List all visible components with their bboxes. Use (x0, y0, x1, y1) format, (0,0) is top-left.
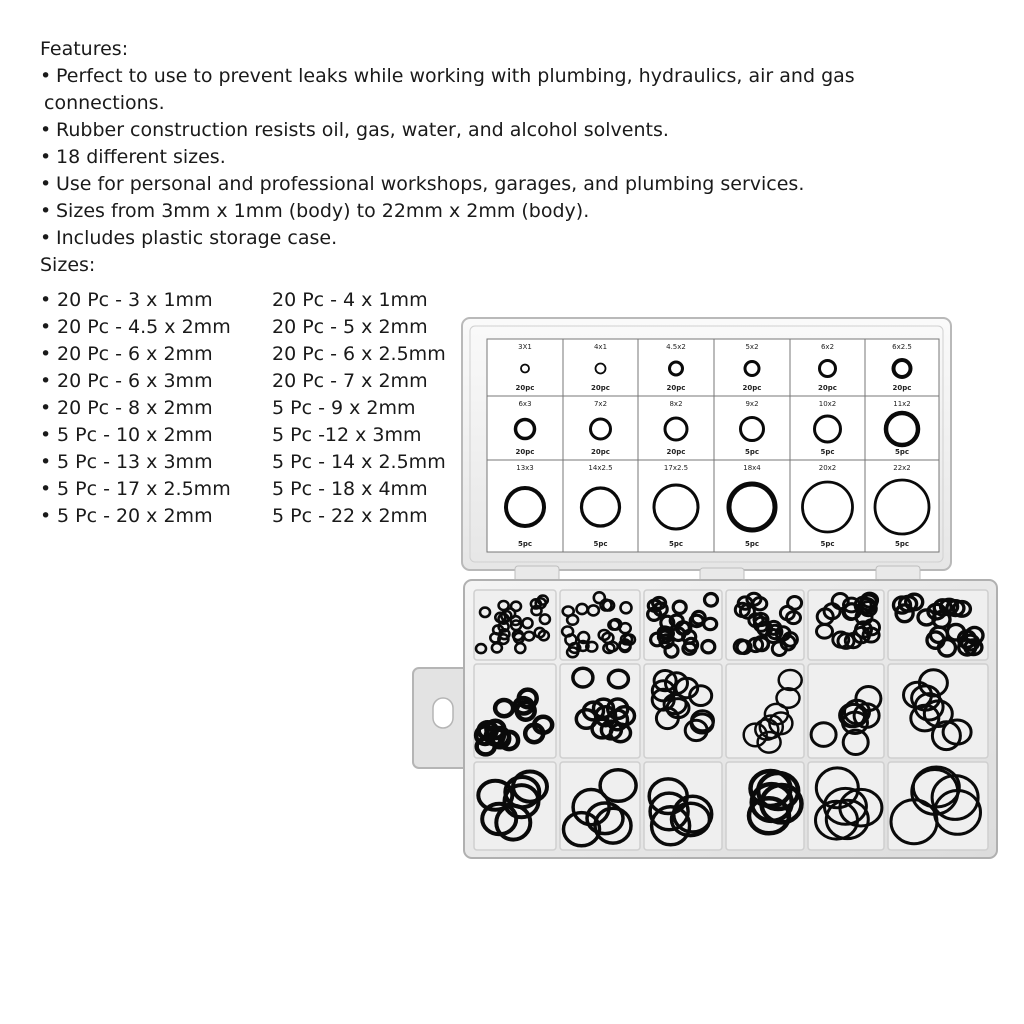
label-qty-text: 5pc (820, 448, 835, 456)
label-qty-text: 5pc (894, 540, 910, 548)
label-size-text: 8x2 (669, 400, 683, 408)
size-row: • 20 Pc - 6 x 3mm 20 Pc - 7 x 2mm (40, 368, 472, 395)
size-entry: 20 Pc - 4.5 x 2mm (57, 316, 231, 338)
case-label-card (487, 339, 939, 552)
size-entry: 20 Pc - 6 x 2mm (57, 343, 213, 365)
product-photo (410, 316, 1000, 862)
features-heading: Features: (40, 38, 129, 60)
size-entry: 5 Pc -12 x 3mm (272, 424, 422, 446)
label-qty-text: 5pc (820, 540, 835, 548)
size-row: • 20 Pc - 4.5 x 2mm 20 Pc - 5 x 2mm (40, 314, 472, 341)
label-size-text: 6x2.5 (892, 343, 912, 351)
features-section (40, 36, 860, 279)
label-size-text: 11x2 (893, 400, 911, 408)
size-entry: 5 Pc - 13 x 3mm (57, 451, 213, 473)
size-entry: 20 Pc - 5 x 2mm (272, 316, 428, 338)
case-base (464, 580, 997, 858)
label-size-text: 20x2 (818, 464, 837, 472)
label-qty-text: 20pc (591, 448, 610, 456)
sizes-heading: Sizes: (40, 254, 96, 276)
size-row: • 5 Pc - 17 x 2.5mm 5 Pc - 18 x 4mm (40, 476, 472, 503)
label-qty-text: 5pc (593, 540, 608, 548)
label-qty-text: 5pc (744, 540, 760, 548)
label-size-text: 5x2 (745, 343, 759, 351)
label-qty-text: 20pc (892, 384, 912, 392)
label-size-text: 6x3 (518, 400, 532, 408)
size-row: • 5 Pc - 10 x 2mm 5 Pc -12 x 3mm (40, 422, 472, 449)
label-qty-text: 5pc (744, 448, 760, 456)
size-row: • 5 Pc - 20 x 2mm 5 Pc - 22 x 2mm (40, 503, 472, 530)
label-size-text: 4.5x2 (666, 343, 686, 351)
label-size-text: 3X1 (518, 343, 532, 351)
feature-item: • Rubber construction resists oil, gas, water, and alcohol solvents. (40, 119, 669, 141)
size-row: • 20 Pc - 8 x 2mm 5 Pc - 9 x 2mm (40, 395, 472, 422)
label-qty-text: 20pc (666, 448, 686, 456)
label-size-text: 13x3 (516, 464, 534, 472)
size-entry: 5 Pc - 10 x 2mm (57, 424, 213, 446)
label-qty-text: 5pc (517, 540, 533, 548)
label-qty-text: 20pc (742, 384, 762, 392)
label-size-text: 14x2.5 (588, 464, 613, 472)
label-qty-text: 5pc (668, 540, 684, 548)
feature-item: • Includes plastic storage case. (40, 227, 338, 249)
size-entry: 20 Pc - 6 x 2.5mm (272, 343, 446, 365)
size-entry: 20 Pc - 8 x 2mm (57, 397, 213, 419)
label-size-text: 6x2 (820, 343, 835, 351)
feature-item: • Sizes from 3mm x 1mm (body) to 22mm x 2mm (body). (40, 200, 590, 222)
size-entry: 20 Pc - 3 x 1mm (57, 289, 213, 311)
label-size-text: 17x2.5 (663, 464, 689, 472)
label-qty-text: 5pc (894, 448, 910, 456)
label-size-text: 22x2 (893, 464, 911, 472)
label-qty-text: 20pc (666, 384, 686, 392)
feature-item: • Use for personal and professional workshops, garages, and plumbing services. (40, 173, 805, 195)
size-entry: 5 Pc - 17 x 2.5mm (57, 478, 231, 500)
label-qty-text: 20pc (515, 448, 535, 456)
size-row: • 20 Pc - 6 x 2mm 20 Pc - 6 x 2.5mm (40, 341, 472, 368)
size-entry: 5 Pc - 22 x 2mm (272, 505, 428, 527)
size-entry: 5 Pc - 20 x 2mm (57, 505, 213, 527)
label-size-text: 4x1 (593, 343, 608, 351)
size-entry: 5 Pc - 14 x 2.5mm (272, 451, 446, 473)
label-size-text: 9x2 (745, 400, 759, 408)
sizes-list (40, 287, 472, 530)
size-entry: 20 Pc - 6 x 3mm (57, 370, 213, 392)
label-qty-text: 20pc (591, 384, 610, 392)
size-row: • 5 Pc - 13 x 3mm 5 Pc - 14 x 2.5mm (40, 449, 472, 476)
size-entry: 5 Pc - 9 x 2mm (272, 397, 416, 419)
label-size-text: 18x4 (743, 464, 761, 472)
label-size-text: 10x2 (818, 400, 837, 408)
size-entry: 5 Pc - 18 x 4mm (272, 478, 428, 500)
size-entry: 20 Pc - 7 x 2mm (272, 370, 428, 392)
feature-item: • 18 different sizes. (40, 146, 226, 168)
size-row: • 20 Pc - 3 x 1mm 20 Pc - 4 x 1mm (40, 287, 472, 314)
label-qty-text: 20pc (818, 384, 837, 392)
label-size-text: 7x2 (593, 400, 608, 408)
size-entry: 20 Pc - 4 x 1mm (272, 289, 428, 311)
label-qty-text: 20pc (515, 384, 535, 392)
feature-item: • Perfect to use to prevent leaks while working with plumbing, hydraulics, air and gas connections. (40, 65, 855, 114)
